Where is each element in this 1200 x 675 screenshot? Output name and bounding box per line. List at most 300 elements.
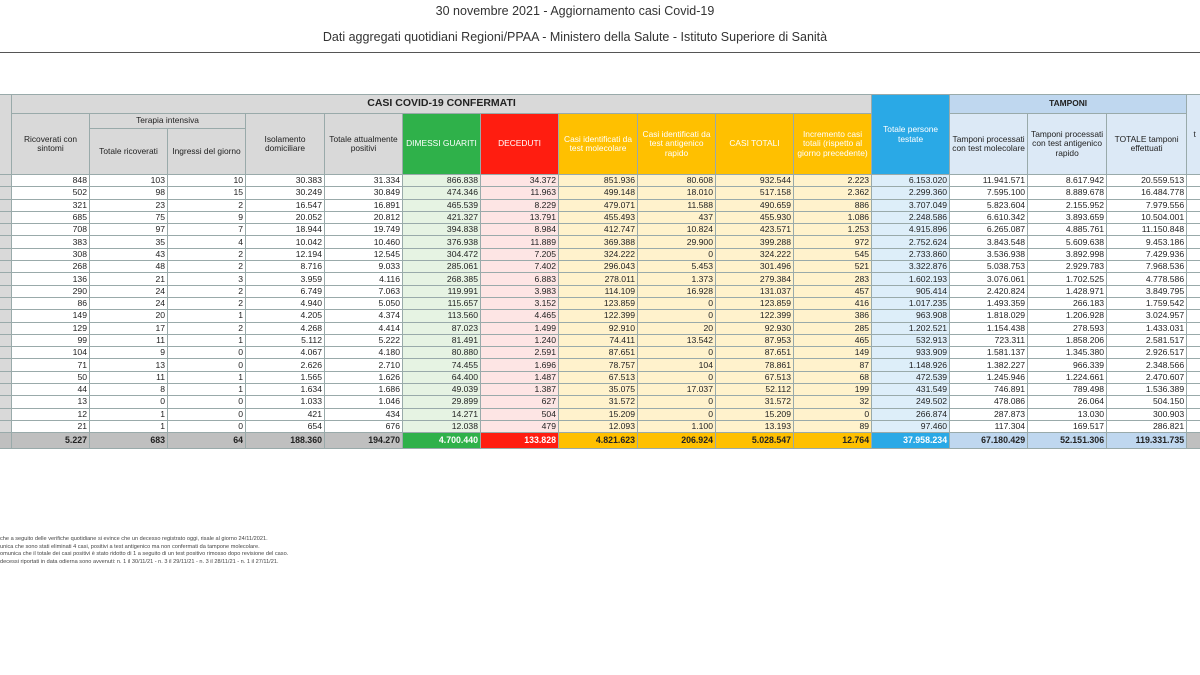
- table-cell: 421.327: [403, 211, 481, 223]
- region-cell-cut: [0, 384, 12, 396]
- table-cell: 963.908: [872, 310, 950, 322]
- extra-cell-cut: [1187, 384, 1200, 396]
- table-cell: 3.707.049: [872, 199, 950, 211]
- table-cell: 1.154.438: [950, 322, 1028, 334]
- extra-cell-cut: [1187, 261, 1200, 273]
- table-cell: 24: [90, 297, 168, 309]
- table-cell: 266.874: [872, 408, 950, 420]
- table-cell: 437: [638, 211, 716, 223]
- table-cell: 16.891: [325, 199, 403, 211]
- table-cell: 12.093: [559, 420, 638, 432]
- extra-cell-cut: [1187, 187, 1200, 199]
- header-ti-totale: Totale ricoverati: [90, 129, 168, 175]
- table-cell: 122.399: [559, 310, 638, 322]
- header-tamponi-molecolare: Tamponi processati con test molecolare: [950, 114, 1028, 175]
- table-cell: 324.222: [716, 248, 794, 260]
- table-cell: 87.953: [716, 334, 794, 346]
- table-cell: 0: [90, 396, 168, 408]
- table-cell: 268.385: [403, 273, 481, 285]
- region-cell-cut: [0, 175, 12, 187]
- table-cell: 676: [325, 420, 403, 432]
- table-row: [0, 347, 1200, 359]
- table-cell: 0: [794, 408, 872, 420]
- table-cell: 123.859: [559, 297, 638, 309]
- table-cell: 2.362: [794, 187, 872, 199]
- region-cell-cut: [0, 273, 12, 285]
- table-cell: 31.572: [559, 396, 638, 408]
- table-cell: 6.749: [246, 285, 325, 297]
- region-cell-cut: [0, 187, 12, 199]
- table-cell: 1.240: [481, 334, 559, 346]
- total-cell: 133.828: [481, 433, 559, 449]
- table-cell: 35.075: [559, 384, 638, 396]
- table-row: [0, 396, 1200, 408]
- table-cell: 455.493: [559, 211, 638, 223]
- extra-cell-cut: [1187, 236, 1200, 248]
- table-cell: 11: [90, 334, 168, 346]
- table-cell: 2: [168, 248, 246, 260]
- table-cell: 1.536.389: [1107, 384, 1187, 396]
- table-cell: 3.152: [481, 297, 559, 309]
- header-tamponi-totale: TOTALE tamponi effettuati: [1107, 114, 1187, 175]
- table-cell: 20.052: [246, 211, 325, 223]
- total-cell: 4.821.623: [559, 433, 638, 449]
- covid-data-table: [0, 94, 1200, 449]
- table-cell: 301.496: [716, 261, 794, 273]
- region-column-edge: [0, 95, 12, 175]
- table-cell: 1.626: [325, 371, 403, 383]
- table-cell: 169.517: [1028, 420, 1107, 432]
- table-cell: 1.581.137: [950, 347, 1028, 359]
- total-cell: 64: [168, 433, 246, 449]
- table-row: [0, 187, 1200, 199]
- region-cell-cut: [0, 408, 12, 420]
- table-cell: 412.747: [559, 224, 638, 236]
- table-cell: 16.928: [638, 285, 716, 297]
- table-cell: 8.229: [481, 199, 559, 211]
- total-cell: 5.028.547: [716, 433, 794, 449]
- table-cell: 3: [168, 273, 246, 285]
- table-cell: 521: [794, 261, 872, 273]
- table-cell: 7.979.556: [1107, 199, 1187, 211]
- footnote: che a seguito delle verifiche quotidiane si evince che un decesso registrato oggi, risale al giorno 24/11/2021.: [0, 536, 268, 542]
- table-cell: 6.153.020: [872, 175, 950, 187]
- table-cell: 9.453.186: [1107, 236, 1187, 248]
- table-cell: 3.536.938: [950, 248, 1028, 260]
- table-cell: 8.716: [246, 261, 325, 273]
- table-cell: 383: [12, 236, 90, 248]
- table-cell: 8.984: [481, 224, 559, 236]
- table-cell: 746.891: [950, 384, 1028, 396]
- table-cell: 43: [90, 248, 168, 260]
- table-cell: 685: [12, 211, 90, 223]
- table-cell: 2: [168, 285, 246, 297]
- table-cell: 285: [794, 322, 872, 334]
- table-row: [0, 310, 1200, 322]
- table-cell: 4.374: [325, 310, 403, 322]
- table-cell: 3.024.957: [1107, 310, 1187, 322]
- table-cell: 3.959: [246, 273, 325, 285]
- table-cell: 932.544: [716, 175, 794, 187]
- table-cell: 74.411: [559, 334, 638, 346]
- total-cell: 12.764: [794, 433, 872, 449]
- table-cell: 12.038: [403, 420, 481, 432]
- table-cell: 11: [90, 371, 168, 383]
- table-cell: 98: [90, 187, 168, 199]
- table-cell: 13: [12, 396, 90, 408]
- table-cell: 20: [638, 322, 716, 334]
- table-cell: 199: [794, 384, 872, 396]
- table-cell: 627: [481, 396, 559, 408]
- table-cell: 67.513: [559, 371, 638, 383]
- table-cell: 1.253: [794, 224, 872, 236]
- title-divider: [0, 52, 1200, 53]
- table-cell: 472.539: [872, 371, 950, 383]
- table-cell: 86: [12, 297, 90, 309]
- table-cell: 13.030: [1028, 408, 1107, 420]
- table-cell: 0: [638, 371, 716, 383]
- table-cell: 123.859: [716, 297, 794, 309]
- table-row: [0, 297, 1200, 309]
- header-isolamento: Isolamento domiciliare: [246, 114, 325, 175]
- table-cell: 1: [90, 408, 168, 420]
- table-cell: 285.061: [403, 261, 481, 273]
- region-cell-cut: [0, 211, 12, 223]
- table-cell: 279.384: [716, 273, 794, 285]
- footnote: decessi riportati in data odierna sono avvenuti: n. 1 il 30/11/21 - n. 3 il 29/11/21 - n. 3 il 28/11/21 - n. 1 il 27/11/21.: [0, 558, 279, 565]
- table-cell: 5.823.604: [950, 199, 1028, 211]
- table-cell: 249.502: [872, 396, 950, 408]
- table-cell: 149: [12, 310, 90, 322]
- table-cell: 504.150: [1107, 396, 1187, 408]
- table-cell: 8.617.942: [1028, 175, 1107, 187]
- table-cell: 20: [90, 310, 168, 322]
- table-cell: 2.223: [794, 175, 872, 187]
- table-cell: 75: [90, 211, 168, 223]
- table-cell: 966.339: [1028, 359, 1107, 371]
- header-ti-ingressi: Ingressi del giorno: [168, 129, 246, 175]
- table-cell: 283: [794, 273, 872, 285]
- table-cell: 20.812: [325, 211, 403, 223]
- table-cell: 13.542: [638, 334, 716, 346]
- table-cell: 532.913: [872, 334, 950, 346]
- table-cell: 30.849: [325, 187, 403, 199]
- table-cell: 71: [12, 359, 90, 371]
- table-cell: 654: [246, 420, 325, 432]
- table-cell: 17.037: [638, 384, 716, 396]
- table-cell: 478.086: [950, 396, 1028, 408]
- table-cell: 4.414: [325, 322, 403, 334]
- table-cell: 2.929.783: [1028, 261, 1107, 273]
- table-cell: 30.383: [246, 175, 325, 187]
- table-cell: 6.265.087: [950, 224, 1028, 236]
- extra-cell-cut: [1187, 224, 1200, 236]
- table-row: [0, 371, 1200, 383]
- table-cell: 0: [638, 347, 716, 359]
- table-cell: 886: [794, 199, 872, 211]
- table-cell: 1.759.542: [1107, 297, 1187, 309]
- extra-cell-cut: [1187, 359, 1200, 371]
- table-cell: 308: [12, 248, 90, 260]
- table-cell: 2.299.360: [872, 187, 950, 199]
- table-cell: 80.608: [638, 175, 716, 187]
- table-cell: 905.414: [872, 285, 950, 297]
- region-cell-cut: [0, 224, 12, 236]
- table-cell: 1.634: [246, 384, 325, 396]
- extra-cell-cut: [1187, 175, 1200, 187]
- table-row: [0, 248, 1200, 260]
- table-cell: 7.595.100: [950, 187, 1028, 199]
- table-cell: 545: [794, 248, 872, 260]
- table-cell: 1.499: [481, 322, 559, 334]
- footnotes: [0, 536, 288, 566]
- table-cell: 457: [794, 285, 872, 297]
- table-cell: 10.042: [246, 236, 325, 248]
- table-cell: 64.400: [403, 371, 481, 383]
- table-cell: 286.821: [1107, 420, 1187, 432]
- table-cell: 1.858.206: [1028, 334, 1107, 346]
- total-cell: 52.151.306: [1028, 433, 1107, 449]
- table-cell: 12.194: [246, 248, 325, 260]
- total-cell: 4.700.440: [403, 433, 481, 449]
- table-cell: 0: [168, 408, 246, 420]
- table-cell: 972: [794, 236, 872, 248]
- table-cell: 2.248.586: [872, 211, 950, 223]
- table-row: [0, 224, 1200, 236]
- table-cell: 1.387: [481, 384, 559, 396]
- table-cell: 3.983: [481, 285, 559, 297]
- extra-cell-cut: [1187, 371, 1200, 383]
- table-cell: 1.696: [481, 359, 559, 371]
- table-cell: 1.017.235: [872, 297, 950, 309]
- table-cell: 4.205: [246, 310, 325, 322]
- table-cell: 12.545: [325, 248, 403, 260]
- table-cell: 10.504.001: [1107, 211, 1187, 223]
- table-cell: 5.222: [325, 334, 403, 346]
- table-cell: 465.539: [403, 199, 481, 211]
- table-cell: 479.071: [559, 199, 638, 211]
- table-cell: 117.304: [950, 420, 1028, 432]
- table-cell: 17: [90, 322, 168, 334]
- group-header-tamponi: TAMPONI: [950, 95, 1187, 114]
- table-row: [0, 384, 1200, 396]
- table-cell: 0: [168, 420, 246, 432]
- table-cell: 97: [90, 224, 168, 236]
- table-cell: 2.710: [325, 359, 403, 371]
- table-cell: 394.838: [403, 224, 481, 236]
- table-cell: 278.593: [1028, 322, 1107, 334]
- header-terapia-intensiva: Terapia intensiva: [90, 114, 246, 129]
- table-cell: 4.778.586: [1107, 273, 1187, 285]
- table-cell: 8.889.678: [1028, 187, 1107, 199]
- table-cell: 52.112: [716, 384, 794, 396]
- total-cell: 206.924: [638, 433, 716, 449]
- table-cell: 1.565: [246, 371, 325, 383]
- table-cell: 29.899: [403, 396, 481, 408]
- table-cell: 74.455: [403, 359, 481, 371]
- table-cell: 1.686: [325, 384, 403, 396]
- table-cell: 11.963: [481, 187, 559, 199]
- table-cell: 0: [638, 310, 716, 322]
- header-casi-molecolare: Casi identificati da test molecolare: [559, 114, 638, 175]
- table-cell: 87: [794, 359, 872, 371]
- table-row: [0, 211, 1200, 223]
- table-row: [0, 273, 1200, 285]
- table-cell: 87.023: [403, 322, 481, 334]
- extra-cell-cut: [1187, 347, 1200, 359]
- region-cell-cut: [0, 359, 12, 371]
- table-cell: 49.039: [403, 384, 481, 396]
- table-cell: 87.651: [559, 347, 638, 359]
- table-cell: 278.011: [559, 273, 638, 285]
- table-cell: 0: [638, 408, 716, 420]
- region-cell-cut: [0, 261, 12, 273]
- table-cell: 10.824: [638, 224, 716, 236]
- table-cell: 103: [90, 175, 168, 187]
- table-cell: 3.849.795: [1107, 285, 1187, 297]
- table-cell: 9: [168, 211, 246, 223]
- table-cell: 416: [794, 297, 872, 309]
- table-cell: 1.345.380: [1028, 347, 1107, 359]
- table-cell: 1.428.971: [1028, 285, 1107, 297]
- table-cell: 2: [168, 199, 246, 211]
- table-cell: 18.944: [246, 224, 325, 236]
- table-cell: 13: [90, 359, 168, 371]
- table-row: [0, 359, 1200, 371]
- totals-row: [0, 433, 1200, 449]
- table-cell: 7.429.936: [1107, 248, 1187, 260]
- table-cell: 369.388: [559, 236, 638, 248]
- table-cell: 2.348.566: [1107, 359, 1187, 371]
- table-cell: 11.941.571: [950, 175, 1028, 187]
- table-row: [0, 261, 1200, 273]
- table-cell: 12: [12, 408, 90, 420]
- table-cell: 1: [168, 310, 246, 322]
- table-cell: 104: [638, 359, 716, 371]
- total-cell: 67.180.429: [950, 433, 1028, 449]
- table-cell: 131.037: [716, 285, 794, 297]
- table-cell: 479: [481, 420, 559, 432]
- table-cell: 1: [90, 420, 168, 432]
- table-cell: 4.885.761: [1028, 224, 1107, 236]
- table-cell: 2: [168, 261, 246, 273]
- table-cell: 2: [168, 322, 246, 334]
- table-cell: 15.209: [559, 408, 638, 420]
- table-cell: 18.010: [638, 187, 716, 199]
- table-cell: 434: [325, 408, 403, 420]
- table-cell: 465: [794, 334, 872, 346]
- group-header-confirmed: CASI COVID-19 CONFERMATI: [12, 95, 872, 114]
- table-cell: 78.757: [559, 359, 638, 371]
- table-cell: 114.109: [559, 285, 638, 297]
- region-cell-cut: [0, 310, 12, 322]
- table-row: [0, 408, 1200, 420]
- table-cell: 16.484.778: [1107, 187, 1187, 199]
- table-cell: 2.733.860: [872, 248, 950, 260]
- table-cell: 300.903: [1107, 408, 1187, 420]
- table-cell: 11.588: [638, 199, 716, 211]
- table-cell: 1.224.661: [1028, 371, 1107, 383]
- table-cell: 0: [168, 396, 246, 408]
- table-row: [0, 322, 1200, 334]
- table-cell: 122.399: [716, 310, 794, 322]
- table-cell: 4.067: [246, 347, 325, 359]
- table-cell: 1.148.926: [872, 359, 950, 371]
- table-cell: 4.116: [325, 273, 403, 285]
- table-cell: 4.465: [481, 310, 559, 322]
- table-cell: 290: [12, 285, 90, 297]
- total-cell: 194.270: [325, 433, 403, 449]
- table-cell: 1.433.031: [1107, 322, 1187, 334]
- table-cell: 30.249: [246, 187, 325, 199]
- table-cell: 1.487: [481, 371, 559, 383]
- table-cell: 386: [794, 310, 872, 322]
- extra-cell-cut: [1187, 248, 1200, 260]
- table-cell: 15.209: [716, 408, 794, 420]
- extra-cell-cut: [1187, 297, 1200, 309]
- table-cell: 789.498: [1028, 384, 1107, 396]
- table-cell: 490.659: [716, 199, 794, 211]
- table-cell: 35: [90, 236, 168, 248]
- table-cell: 80.880: [403, 347, 481, 359]
- table-cell: 321: [12, 199, 90, 211]
- table-cell: 15: [168, 187, 246, 199]
- table-cell: 1.086: [794, 211, 872, 223]
- table-cell: 20.559.513: [1107, 175, 1187, 187]
- table-cell: 0: [168, 347, 246, 359]
- table-cell: 2.626: [246, 359, 325, 371]
- header-tamponi-antigenico: Tamponi processati con test antigenico rapido: [1028, 114, 1107, 175]
- region-cell-cut: [0, 334, 12, 346]
- table-cell: 2.420.824: [950, 285, 1028, 297]
- table-cell: 0: [638, 248, 716, 260]
- region-cell-cut: [0, 396, 12, 408]
- table-cell: 78.861: [716, 359, 794, 371]
- table-cell: 933.909: [872, 347, 950, 359]
- table-cell: 3.843.548: [950, 236, 1028, 248]
- table-cell: 9: [90, 347, 168, 359]
- table-cell: 2.926.517: [1107, 347, 1187, 359]
- region-cell-cut: [0, 347, 12, 359]
- table-cell: 7: [168, 224, 246, 236]
- header-positivi: Totale attualmente positivi: [325, 114, 403, 175]
- table-cell: 81.491: [403, 334, 481, 346]
- total-cell: 188.360: [246, 433, 325, 449]
- header-casi-antigenico: Casi identificati da test antigenico rapido: [638, 114, 716, 175]
- table-cell: 376.938: [403, 236, 481, 248]
- extra-cell-cut: [1187, 211, 1200, 223]
- header-persone-testate: Totale persone testate: [872, 95, 950, 175]
- table-cell: 23: [90, 199, 168, 211]
- table-cell: 9.033: [325, 261, 403, 273]
- table-cell: 4.915.896: [872, 224, 950, 236]
- table-cell: 2.591: [481, 347, 559, 359]
- extra-cell-cut: [1187, 199, 1200, 211]
- table-cell: 2.470.607: [1107, 371, 1187, 383]
- table-cell: 149: [794, 347, 872, 359]
- region-cell-cut: [0, 420, 12, 432]
- table-cell: 1.100: [638, 420, 716, 432]
- table-cell: 1.702.525: [1028, 273, 1107, 285]
- table-cell: 5.038.753: [950, 261, 1028, 273]
- header-dimessi: DIMESSI GUARITI: [403, 114, 481, 175]
- table-cell: 4: [168, 236, 246, 248]
- table-cell: 4.940: [246, 297, 325, 309]
- extra-cell-cut: [1187, 322, 1200, 334]
- table-cell: 708: [12, 224, 90, 236]
- extra-cell-cut: [1187, 433, 1200, 449]
- table-cell: 92.930: [716, 322, 794, 334]
